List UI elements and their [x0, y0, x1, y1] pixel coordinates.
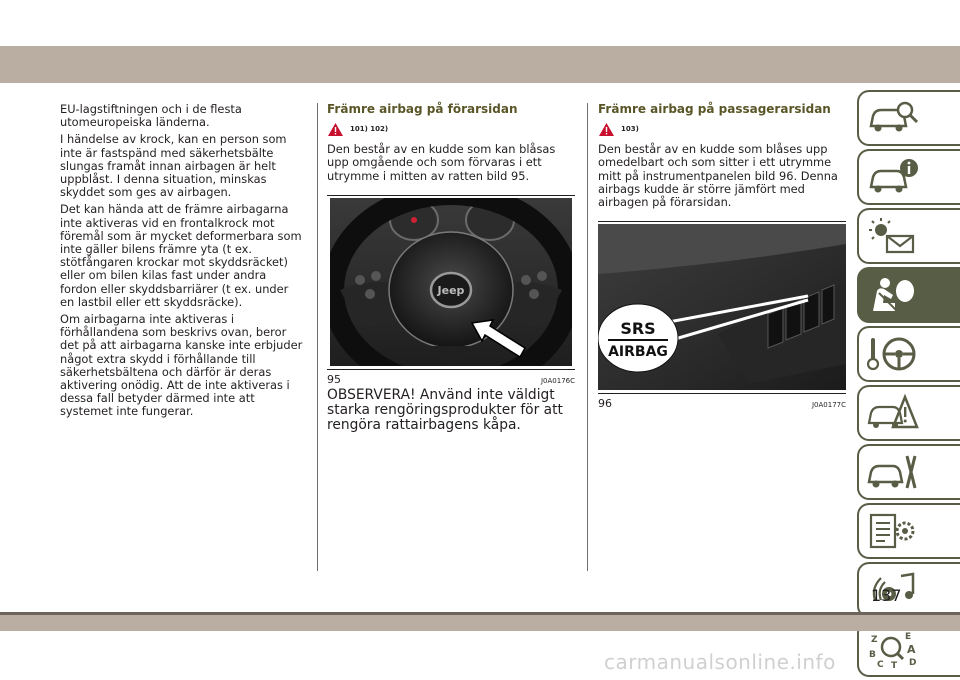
svg-text:T: T: [891, 661, 898, 669]
car-tools-icon: [867, 452, 919, 492]
warning-light-icon: [867, 216, 919, 256]
section-heading: Främre airbag på förarsidan: [327, 102, 518, 116]
warning-refs: 103): [621, 125, 639, 134]
column-3: [598, 103, 846, 413]
tab-car-magnifier[interactable]: [857, 90, 960, 146]
header-band: [0, 46, 960, 83]
page-number: 137: [871, 586, 902, 605]
tab-emergency[interactable]: [857, 385, 960, 441]
watermark: carmanualsonline.info: [604, 650, 836, 674]
warning-refs: 101) 102): [350, 125, 389, 134]
svg-text:B: B: [869, 650, 876, 660]
tab-technical-data[interactable]: [857, 503, 960, 559]
body-text: Den består av en kudde som kan blåsas upp omgående och som förvaras i ett utrymme i mitten av ratten bild 95.: [327, 142, 556, 183]
tab-servicing[interactable]: [857, 444, 960, 500]
paragraph: EU-lagstiftningen och i de flesta utomeuropeiska länderna.: [60, 102, 242, 130]
figure-caption: [327, 373, 575, 388]
tab-warning-lights[interactable]: [857, 208, 960, 264]
tab-safety[interactable]: [857, 267, 960, 323]
column-1: [60, 103, 306, 423]
seat-airbag-icon: [867, 275, 919, 315]
steering-wheel-image: [330, 198, 572, 366]
airbag-label: AIRBAG: [608, 344, 668, 361]
figure-rule: [327, 195, 575, 196]
section-heading: Främre airbag på passagerarsidan: [598, 102, 831, 116]
note-text: OBSERVERA! Använd inte väldigt starka rengöringsprodukter för att rengöra rattairbagens kåpa.: [327, 387, 563, 434]
footer-band: [0, 615, 960, 631]
warning-triangle-icon: [598, 122, 615, 137]
warning-triangle-icon: [327, 122, 344, 137]
svg-text:A: A: [907, 643, 916, 656]
index-icon: [867, 629, 919, 669]
figure-code: J0A0176C: [540, 377, 575, 386]
column-divider: [587, 103, 588, 571]
figure-95: [327, 195, 575, 388]
figure-rule: [327, 369, 575, 370]
figure-rule: [598, 393, 846, 394]
svg-text:C: C: [877, 660, 884, 669]
figure-number: 95: [327, 373, 341, 387]
column-divider: [317, 103, 318, 571]
car-magnifier-icon: [867, 98, 919, 138]
steering-wheel-photo: [330, 198, 572, 369]
warning-reference: [327, 122, 575, 137]
car-hazard-icon: [867, 393, 919, 433]
figure-96: [598, 221, 846, 412]
srs-label: SRS: [620, 319, 656, 339]
figure-number: 96: [598, 397, 612, 411]
dashboard-image: [598, 224, 846, 390]
paragraph: Om airbagarna inte aktiveras i förhållandena som beskrivs ovan, beror det på att airbagarna kanske inte erbjuder något extra skydd i förhållande till säkerhetsbältena och därför är deras aktivering onödig. Att de inte aktiveras i dessa fall betyder därmed inte att systemet inte fungerar.: [60, 312, 303, 419]
svg-text:E: E: [905, 632, 912, 642]
warning-reference: [598, 122, 846, 137]
tab-car-info[interactable]: [857, 149, 960, 205]
column-2: [327, 103, 575, 437]
svg-text:Z: Z: [871, 635, 878, 645]
dashboard-photo: [598, 224, 846, 393]
paragraph: Det kan hända att de främre airbagarna inte aktiveras vid en frontalkrock mot föremål som är mycket deformerbara som inte gäller bilens främre yta (t ex. stötfångaren krockar mot skyddsräcket) eller om bilen kilas fast under andra fordon eller skyddsbarriärer (t ex. under en lastbil eller ett skyddsräcke).: [60, 202, 302, 309]
figure-code: J0A0177C: [811, 401, 846, 410]
svg-text:D: D: [909, 658, 917, 668]
figure-rule: [598, 221, 846, 222]
figure-caption: [598, 397, 846, 412]
specs-gear-icon: [867, 511, 919, 551]
body-text: Den består av en kudde som blåses upp omedelbart och som sitter i ett utrymme mitt på instrumentpanelen bild 96. Denna airbags kudde är större jämfört med airbagen på förarsidan.: [598, 142, 838, 210]
jeep-logo-text: Jeep: [437, 283, 465, 297]
tab-starting-driving[interactable]: [857, 326, 960, 382]
car-info-icon: [867, 157, 919, 197]
steering-key-icon: [867, 334, 919, 374]
paragraph: I händelse av krock, kan en person som inte är fastspänd med säkerhetsbälte slungas framåt innan airbagen är helt uppblåst. I denna situation, minskas skyddet som ges av airbagen.: [60, 132, 287, 200]
